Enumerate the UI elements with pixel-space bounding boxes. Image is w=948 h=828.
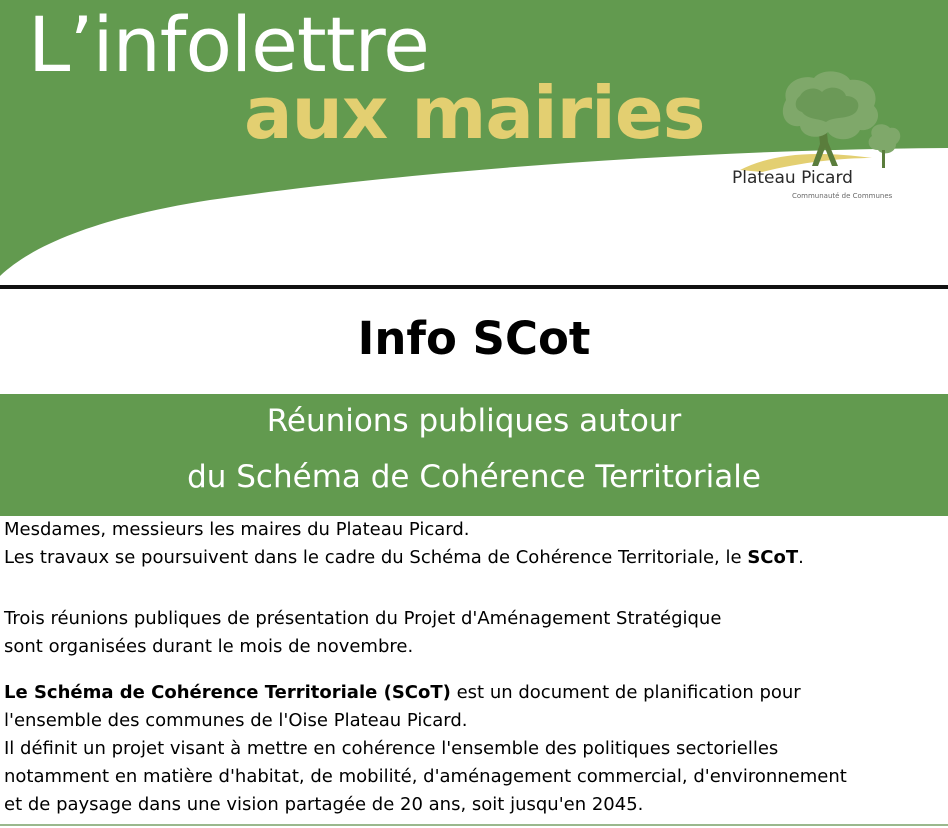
definition-line-4: notamment en matière d'habitat, de mobilité, d'aménagement commercial, d'environnement xyxy=(4,766,847,787)
plateau-picard-logo xyxy=(722,66,918,204)
bottom-divider xyxy=(0,824,948,826)
meetings-line-1: Trois réunions publiques de présentation du Projet d'Aménagement Stratégique xyxy=(4,608,722,629)
paragraph-scot-definition xyxy=(4,679,944,819)
header-banner xyxy=(0,0,948,282)
work-line xyxy=(4,544,944,572)
definition-line-1 xyxy=(4,679,944,707)
page-title: Info SCot xyxy=(357,312,591,365)
greeting-line: Mesdames, messieurs les maires du Plateau Picard. xyxy=(4,519,470,540)
paragraph-greeting xyxy=(4,516,944,572)
logo-name: Plateau Picard xyxy=(732,168,853,188)
paragraph-meetings xyxy=(4,605,944,661)
work-line-end: . xyxy=(798,547,804,568)
definition-line-1-rest: est un document de planification pour xyxy=(450,682,801,703)
meetings-line-2: sont organisées durant le mois de novembre. xyxy=(4,636,414,657)
definition-term: Le Schéma de Cohérence Territoriale (SCoT) xyxy=(4,682,451,703)
definition-line-2: l'ensemble des communes de l'Oise Plateau Picard. xyxy=(4,710,468,731)
definition-line-5: et de paysage dans une vision partagée de 20 ans, soit jusqu'en 2045. xyxy=(4,794,644,815)
logo-subtitle: Communauté de Communes xyxy=(792,192,893,200)
newsletter-subtitle: aux mairies xyxy=(244,71,705,155)
subtitle-line-1: Réunions publiques autour xyxy=(266,403,682,439)
subtitle-banner xyxy=(0,394,948,516)
scot-abbrev: SCoT xyxy=(747,547,799,568)
subtitle-line-2: du Schéma de Cohérence Territoriale xyxy=(187,459,761,495)
banner-divider xyxy=(0,285,948,289)
definition-line-3: Il définit un projet visant à mettre en cohérence l'ensemble des politiques sectorielles xyxy=(4,738,779,759)
work-line-text: Les travaux se poursuivent dans le cadre du Schéma de Cohérence Territoriale, le xyxy=(4,547,748,568)
newsletter-title: L’infolettre xyxy=(28,0,429,89)
